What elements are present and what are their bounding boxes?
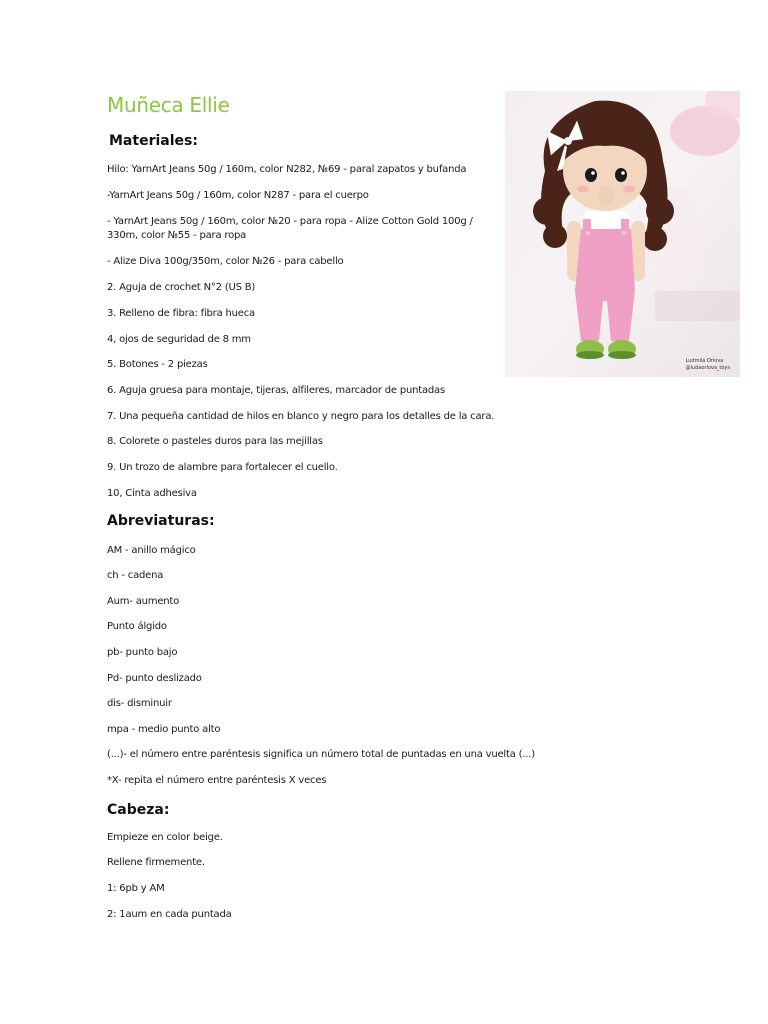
abbreviation-item: pb- punto bajo [107,647,178,658]
abbreviation-item: Aum- aumento [107,596,180,607]
materials-item: 9. Un trozo de alambre para fortalecer el cuello. [107,462,338,473]
abbreviation-item: ch - cadena [107,570,164,581]
head-instruction: Empieze en color beige. [107,832,223,843]
materials-item: 6. Aguja gruesa para montaje, tijeras, alfileres, marcador de puntadas [107,385,445,396]
head-instruction: 2: 1aum en cada puntada [107,909,232,920]
materials-item: -YarnArt Jeans 50g / 160m, color N287 - para el cuerpo [107,190,369,201]
head-instruction: Rellene firmemente. [107,857,205,868]
abbreviation-item: dis- disminuir [107,698,172,709]
head-instruction: 1: 6pb y AM [107,883,165,894]
credit-handle: @ludaorlova_toys [685,365,730,371]
materials-item: 10, Cinta adhesiva [107,488,197,499]
abbreviations-heading: Abreviaturas: [107,513,215,529]
credit-name: Ludmila Orlova [685,358,724,364]
doll-photo [505,91,740,377]
materials-heading: Materiales: [109,133,198,149]
photo-credit [686,358,730,372]
materials-item: - YarnArt Jeans 50g / 160m, color №20 - para ropa - Alize Cotton Gold 100g / 330m, color №55 - para ropa [107,216,473,241]
materials-item: 8. Colorete o pasteles duros para las mejillas [107,436,323,447]
abbreviation-item: (...)- el número entre paréntesis significa un número total de puntadas en una vuelta (...) [107,749,535,760]
abbreviation-item: Punto álgido [107,621,167,632]
materials-item: 5. Botones - 2 piezas [107,359,208,370]
abbreviation-item: *X- repita el número entre paréntesis X veces [107,775,327,786]
head-heading: Cabeza: [107,802,170,818]
materials-item: 3. Relleno de fibra: fibra hueca [107,308,255,319]
doll-illustration [505,91,740,377]
abbreviation-item: AM - anillo mágico [107,545,196,556]
materials-item: Hilo: YarnArt Jeans 50g / 160m, color N282, №69 - paral zapatos y bufanda [107,164,467,175]
abbreviation-item: mpa - medio punto alto [107,724,221,735]
abbreviation-item: Pd- punto deslizado [107,673,202,684]
document-title: Muñeca Ellie [107,93,230,117]
materials-item: 7. Una pequeña cantidad de hilos en blanco y negro para los detalles de la cara. [107,411,495,422]
materials-item: 2. Aguja de crochet N°2 (US B) [107,282,256,293]
materials-item: 4, ojos de seguridad de 8 mm [107,334,251,345]
materials-item: - Alize Diva 100g/350m, color №26 - para cabello [107,256,344,267]
